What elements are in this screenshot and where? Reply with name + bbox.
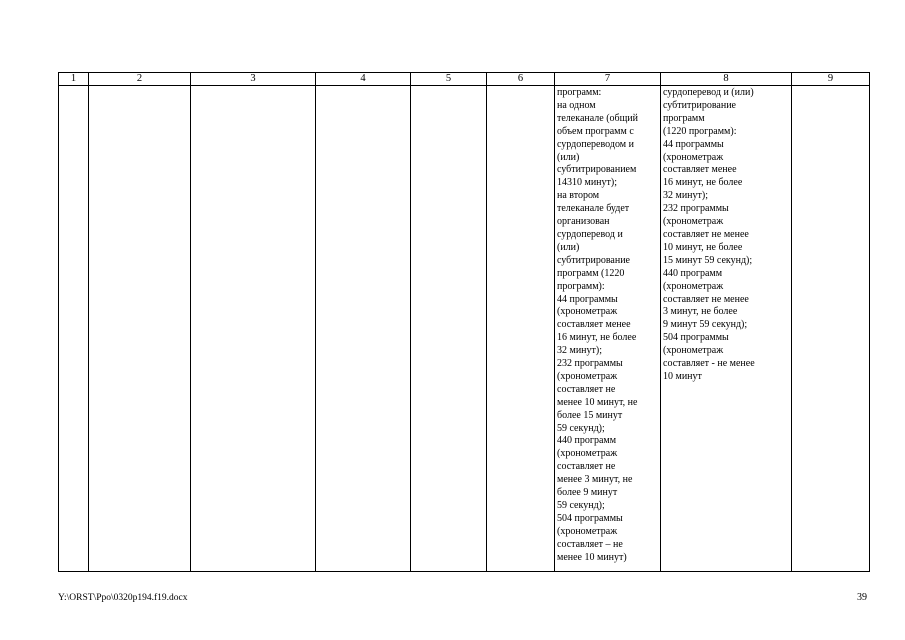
table-cell-col1 xyxy=(59,86,89,572)
footer-file-path: Y:\ORST\Ppo\0320p194.f19.docx xyxy=(58,593,188,603)
table-cell-col6 xyxy=(487,86,555,572)
cell-text-col2 xyxy=(89,86,190,87)
header-cell-9: 9 xyxy=(792,73,870,86)
table-cell-col2 xyxy=(89,86,191,572)
cell-text-col8: сурдоперевод и (или) субтитрирование программ (1220 программ): 44 программы (хронометраж составляет менее 16 минут, не более 32 минут); 232 программы (хронометраж составляет не менее 10 минут, не более 15 минут 59 секунд); 440 программ (хронометраж составляет не менее 3 минут, не более 9 минут 59 секунд); 504 программы (хронометраж составляет - не менее 10 минут xyxy=(663,87,755,382)
header-cell-1: 1 xyxy=(59,73,89,86)
table-header-row xyxy=(59,73,870,86)
cell-text-col9 xyxy=(792,86,869,87)
cell-text-col7: программ: на одном телеканале (общий объем программ с сурдопереводом и (или) субтитрированием 14310 минут); на втором телеканале будет организован сурдоперевод и (или) субтитрирование программ (1220 программ): 44 программы (хронометраж составляет менее 16 минут, не более 32 минут); 232 программы (хронометраж составляет не менее 10 минут, не более 15 минут 59 секунд); 440 программ (хронометраж составляет не менее 3 минут, не более 9 минут 59 секунд); 504 программы (хронометраж составляет – не менее 10 минут) xyxy=(557,87,639,563)
header-cell-8: 8 xyxy=(661,73,792,86)
cell-text-col6 xyxy=(487,86,554,87)
header-cell-4: 4 xyxy=(316,73,411,86)
header-cell-3: 3 xyxy=(191,73,316,86)
table-cell-col8 xyxy=(661,86,792,572)
cell-text-col4 xyxy=(316,86,410,87)
cell-text-col1 xyxy=(59,86,88,87)
header-cell-7: 7 xyxy=(555,73,661,86)
header-cell-2: 2 xyxy=(89,73,191,86)
data-table xyxy=(58,72,870,572)
table-cell-col3 xyxy=(191,86,316,572)
table-cell-col5 xyxy=(411,86,487,572)
table-row xyxy=(59,86,870,572)
header-cell-6: 6 xyxy=(487,73,555,86)
table-cell-col7 xyxy=(555,86,661,572)
table-cell-col9 xyxy=(792,86,870,572)
cell-text-col5 xyxy=(411,86,486,87)
page-number: 39 xyxy=(857,592,867,603)
cell-text-col3 xyxy=(191,86,315,87)
table-cell-col4 xyxy=(316,86,411,572)
header-cell-5: 5 xyxy=(411,73,487,86)
